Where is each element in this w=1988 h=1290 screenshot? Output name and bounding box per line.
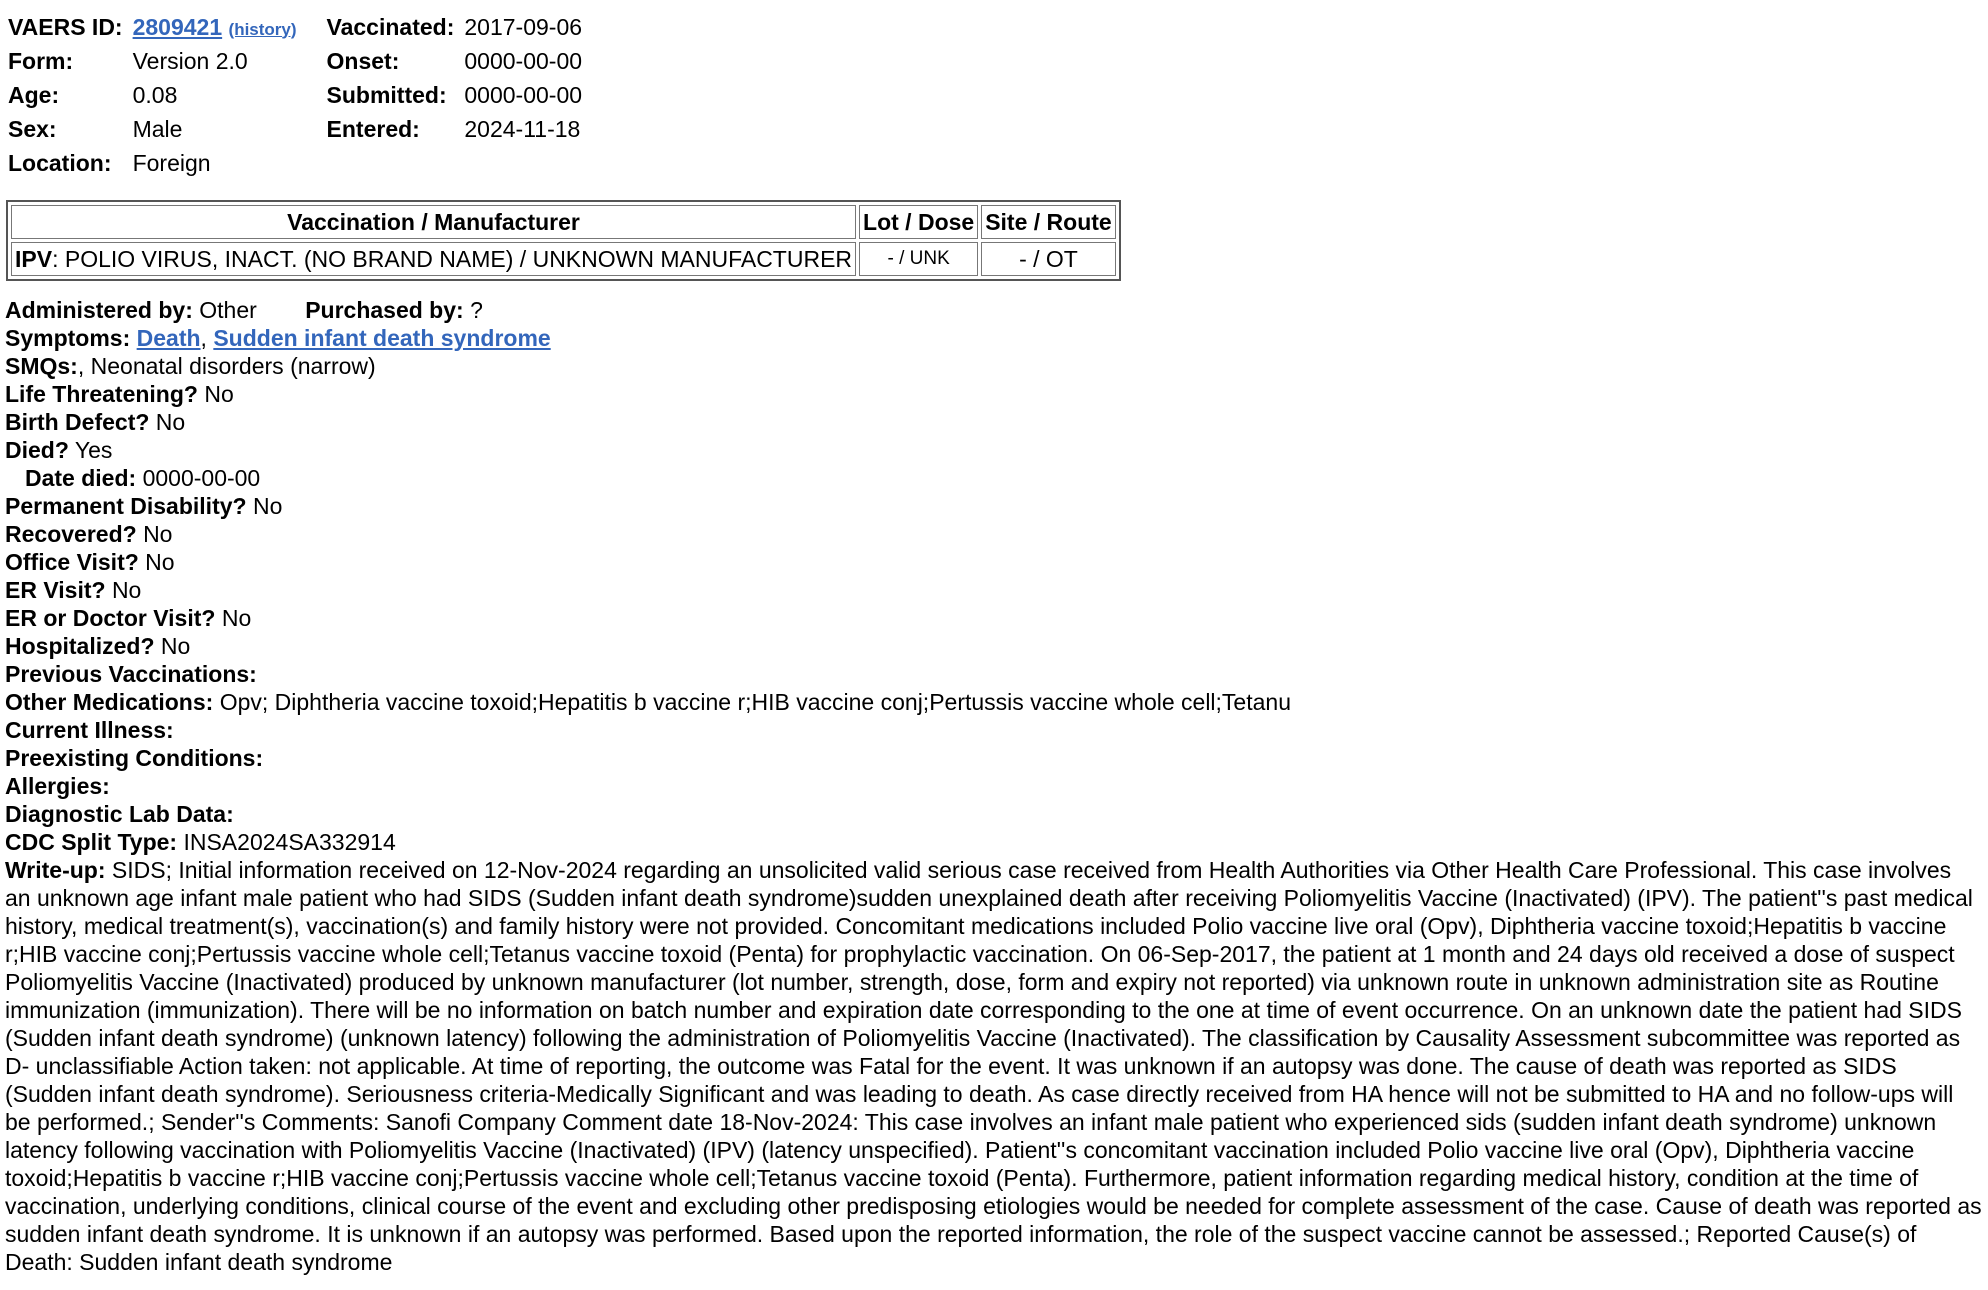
- report-details: [5, 296, 1983, 1276]
- died-row: [5, 436, 1983, 464]
- died-value: Yes: [74, 437, 113, 463]
- age-label: Age:: [8, 81, 60, 108]
- col-site-route: Site / Route: [981, 205, 1116, 239]
- location-value: Foreign: [132, 149, 211, 176]
- birth-defect-label: Birth Defect?: [5, 409, 150, 435]
- er-doctor-label: ER or Doctor Visit?: [5, 605, 216, 631]
- hospitalized-row: [5, 632, 1983, 660]
- symptom-link-sids[interactable]: Sudden infant death syndrome: [213, 325, 551, 351]
- submitted-value: 0000-00-00: [464, 81, 583, 108]
- symptoms-row: [5, 324, 1983, 352]
- vax-desc: : POLIO VIRUS, INACT. (NO BRAND NAME) / UNKNOWN MANUFACTURER: [52, 245, 853, 272]
- smqs-value: , Neonatal disorders (narrow): [77, 353, 376, 379]
- writeup-text: SIDS; Initial information received on 12-Nov-2024 regarding an unsolicited valid serious case received from Health Authorities via Other Health Care Professional. This case involves an unknown age infant male patient who had SIDS (Sudden infant death syndrome)sudden unexplained death after receiving Poliomyelitis Vaccine (Inactivated) (IPV). The patient''s past medical history, medical treatment(s), vaccination(s) and family history were not provided. Concomitant medications included Polio vaccine live oral (Opv), Diphtheria vaccine toxoid;Hepatitis b vaccine r;HIB vaccine conj;Pertussis vaccine whole cell;Tetanus vaccine toxoid (Penta) for prophylactic vaccination. On 06-Sep-2017, the patient at 1 month and 24 days old received a dose of suspect Poliomyelitis Vaccine (Inactivated) produced by unknown manufacturer (lot number, strength, dose, form and expiry not reported) via unknown route in unknown administration site as Routine immunization (immunization). There will be no information on batch number and expiration date corresponding to the one at time of event occurrence. On an unknown date the patient had SIDS (Sudden infant death syndrome) (unknown latency) following the administration of Poliomyelitis Vaccine (Inactivated). The classification by Causality Assessment subcommittee was reported as D- unclassifiable Action taken: not applicable. At time of reporting, the outcome was Fatal for the event. It was unknown if an autopsy was done. The cause of death was reported as SIDS (Sudden infant death syndrome). Seriousness criteria-Medically Significant and was leading to death. As case directly received from HA hence will not be submitted to HA and no follow-ups will be performed.; Sender''s Comments: Sanofi Company Comment date 18-Nov-2024: This case involves an infant male patient who experienced sids (sudden infant death syndrome) unknown latency following vaccination with Poliomyelitis Vaccine (Inactivated) (IPV) (latency unspecified). Patient''s concomitant vaccination included Polio vaccine live oral (Opv), Diphtheria vaccine toxoid;Hepatitis b vaccine r;HIB vaccine conj;Pertussis vaccine whole cell;Tetanus vaccine toxoid (Penta). Furthermore, patient information regarding medical history, condition at the time of vaccination, underlying conditions, clinical course of the event and excluding other predisposing etiologies would be needed for complete assessment of the case. Cause of death was reported as sudden infant death syndrome. It is unknown if an autopsy was performed. Based upon the reported information, the role of the suspect vaccine cannot be assessed.; Reported Cause(s) of Death: Sudden infant death syndrome: [5, 857, 1982, 1275]
- age-value: 0.08: [132, 81, 178, 108]
- purchased-value: ?: [470, 297, 483, 323]
- lot-dose-cell: - / UNK: [859, 242, 978, 276]
- current-illness-row: [5, 716, 1983, 744]
- writeup-label: Write-up:: [5, 857, 106, 883]
- symptoms-label: Symptoms:: [5, 325, 131, 351]
- recovered-row: [5, 520, 1983, 548]
- er-doctor-row: [5, 604, 1983, 632]
- vaccination-table-header: [11, 205, 1116, 239]
- vaccination-cell: [11, 242, 856, 276]
- er-visit-label: ER Visit?: [5, 577, 106, 603]
- entered-value: 2024-11-18: [464, 115, 581, 142]
- vaccinated-value: 2017-09-06: [464, 13, 583, 40]
- cdc-split-row: [5, 828, 1983, 856]
- life-threatening-value: No: [204, 381, 234, 407]
- permanent-disability-label: Permanent Disability?: [5, 493, 247, 519]
- vaccinated-label: Vaccinated:: [326, 13, 455, 40]
- other-meds-label: Other Medications:: [5, 689, 214, 715]
- col-vaccination-manufacturer: Vaccination / Manufacturer: [11, 205, 856, 239]
- form-value: Version 2.0: [132, 47, 248, 74]
- allergies-label: Allergies:: [5, 773, 110, 799]
- previous-vax-row: [5, 660, 1983, 688]
- date-died-value: 0000-00-00: [142, 465, 261, 491]
- sex-label: Sex:: [8, 115, 57, 142]
- lab-data-row: [5, 800, 1983, 828]
- sex-value: Male: [132, 115, 183, 142]
- previous-vax-label: Previous Vaccinations:: [5, 661, 257, 687]
- site-route-cell: - / OT: [981, 242, 1116, 276]
- onset-label: Onset:: [326, 47, 400, 74]
- date-died-row: [5, 464, 1983, 492]
- cdc-split-label: CDC Split Type:: [5, 829, 178, 855]
- office-visit-row: [5, 548, 1983, 576]
- symptom-link-death[interactable]: Death: [136, 325, 201, 351]
- cdc-split-value: INSA2024SA332914: [183, 829, 396, 855]
- writeup-row: [5, 856, 1983, 1276]
- table-row: [11, 242, 1116, 276]
- date-died-label: Date died:: [25, 465, 137, 491]
- vaers-id-link[interactable]: 2809421: [132, 13, 223, 40]
- hospitalized-label: Hospitalized?: [5, 633, 155, 659]
- administered-row: [5, 296, 1983, 324]
- permanent-disability-row: [5, 492, 1983, 520]
- lab-data-label: Diagnostic Lab Data:: [5, 801, 234, 827]
- preexisting-row: [5, 744, 1983, 772]
- birth-defect-value: No: [155, 409, 186, 435]
- entered-label: Entered:: [326, 115, 420, 142]
- symptoms-separator: ,: [200, 325, 214, 351]
- location-label: Location:: [8, 149, 112, 176]
- recovered-value: No: [143, 521, 173, 547]
- life-threatening-row: [5, 380, 1983, 408]
- er-visit-row: [5, 576, 1983, 604]
- smqs-row: [5, 352, 1983, 380]
- vax-type: IPV: [15, 245, 53, 272]
- submitted-label: Submitted:: [326, 81, 447, 108]
- vaers-id-label: VAERS ID:: [8, 13, 123, 40]
- hospitalized-value: No: [160, 633, 191, 659]
- smqs-label: SMQs:: [5, 353, 78, 379]
- other-meds-row: [5, 688, 1983, 716]
- administered-value: Other: [199, 297, 257, 323]
- history-link[interactable]: (history): [228, 19, 297, 39]
- administered-label: Administered by:: [5, 297, 193, 323]
- vaccination-table: [6, 200, 1121, 281]
- onset-value: 0000-00-00: [464, 47, 583, 74]
- er-doctor-value: No: [221, 605, 252, 631]
- life-threatening-label: Life Threatening?: [5, 381, 198, 407]
- form-label: Form:: [8, 47, 74, 74]
- office-visit-value: No: [145, 549, 175, 575]
- other-meds-value: Opv; Diphtheria vaccine toxoid;Hepatitis b vaccine r;HIB vaccine conj;Pertussis vaccine whole cell;Tetanu: [219, 689, 1291, 715]
- died-label: Died?: [5, 437, 69, 463]
- permanent-disability-value: No: [252, 493, 283, 519]
- report-header: [8, 10, 612, 180]
- recovered-label: Recovered?: [5, 521, 137, 547]
- current-illness-label: Current Illness:: [5, 717, 174, 743]
- allergies-row: [5, 772, 1983, 800]
- er-visit-value: No: [111, 577, 142, 603]
- preexisting-label: Preexisting Conditions:: [5, 745, 264, 771]
- col-lot-dose: Lot / Dose: [859, 205, 978, 239]
- birth-defect-row: [5, 408, 1983, 436]
- purchased-label: Purchased by:: [305, 297, 464, 323]
- office-visit-label: Office Visit?: [5, 549, 139, 575]
